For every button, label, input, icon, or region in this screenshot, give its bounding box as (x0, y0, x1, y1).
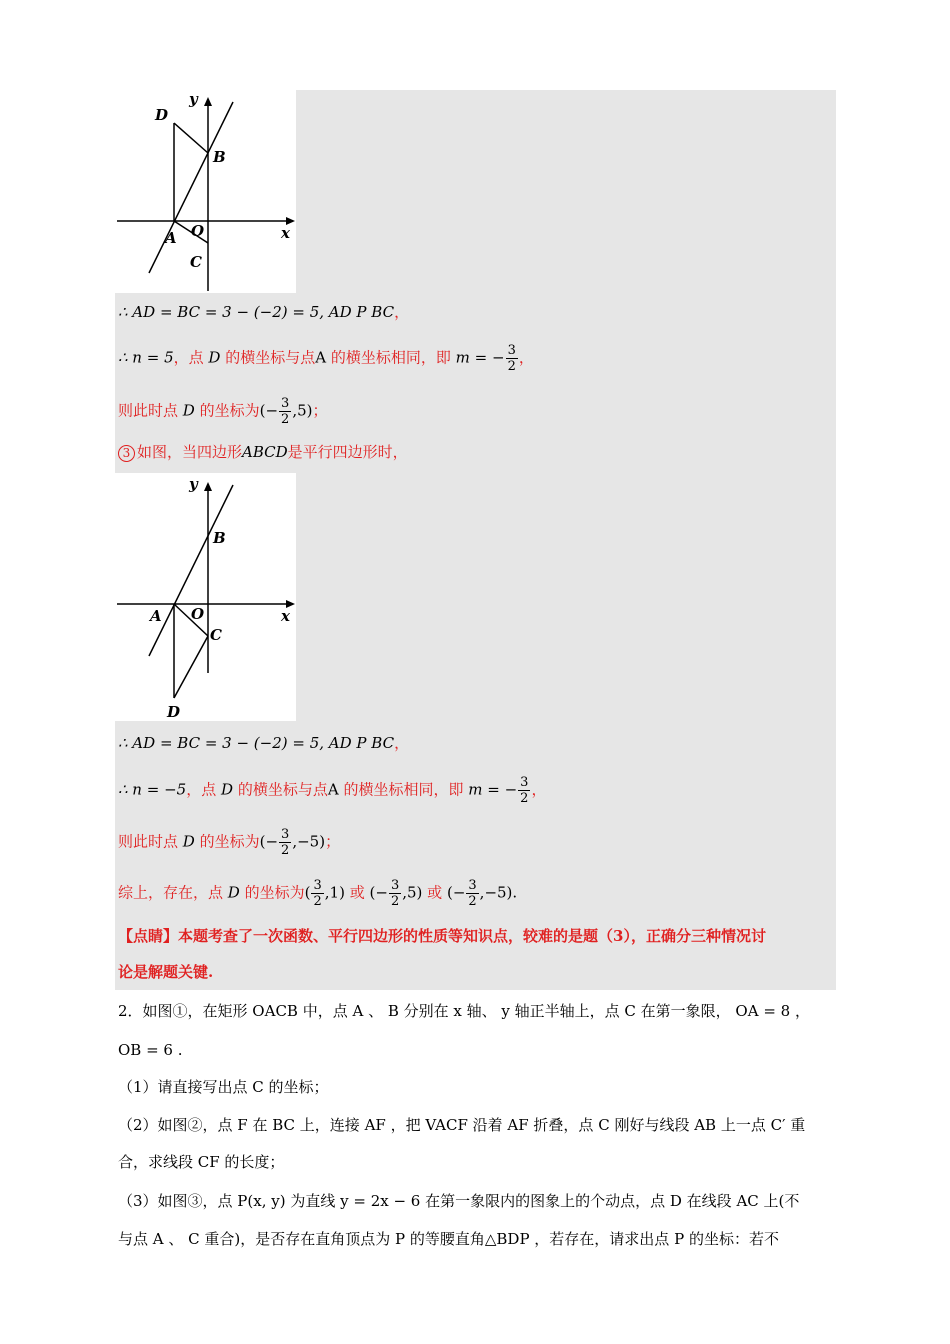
label-y: y (189, 475, 198, 493)
comment-tag: 【点睛】 (118, 927, 179, 945)
solution-line-5: ∴ AD = BC = 3 − (−2) = 5, AD P BC， (118, 734, 410, 752)
segment-db (174, 123, 208, 153)
label-d: D (155, 106, 169, 124)
circled-number: 3 (118, 445, 135, 462)
label-c: C (210, 626, 222, 644)
label-o: O (191, 222, 205, 240)
figure-parallelogram-2 (115, 473, 296, 721)
label-y: y (189, 90, 198, 108)
label-x: x (281, 224, 290, 242)
fraction: $\frac{3}{2}$ (390, 878, 400, 909)
solution-line-6: ∴ n = −5，点 D 的横坐标与点A 的横坐标相同，即 m = − $\frac{3}{2}$ ， (118, 775, 547, 806)
label-b: B (213, 148, 226, 166)
problem2-line-7: 与点 A 、 C 重合)，是否存在直角顶点为 P 的等腰直角△BDP ，若存在，请求出点 P 的坐标：若不 (118, 1230, 779, 1248)
line-ab (149, 102, 233, 273)
problem2-line-1: 2．如图①，在矩形 OACB 中，点 A 、 B 分别在 x 轴、 y 轴正半轴上，点 C 在第一象限， OA = 8 ， (118, 1002, 810, 1020)
fraction: $\frac{3}{2}$ (313, 878, 322, 909)
y-axis-arrow (204, 97, 212, 106)
solution-line-8: 综上，存在，点 D 的坐标为( $\frac{3}{2}$ ,1) 或 (− $\frac{3}{2}$ ,5) 或 (− $\frac{3}{2}$ ,−5). (118, 878, 518, 909)
solution-line-7: 则此时点 D 的坐标为(− $\frac{3}{2}$ ,−5)； (118, 827, 341, 858)
label-x: x (281, 607, 290, 625)
problem2-line-3: （1）请直接写出点 C 的坐标； (118, 1078, 329, 1096)
solution-line-4: 3 如图，当四边形ABCD是平行四边形时， (118, 442, 408, 462)
label-b: B (213, 529, 226, 547)
fraction: $\frac{3}{2}$ (281, 827, 290, 858)
comment-line-2: 论是解题关键. (118, 963, 214, 981)
fraction: $\frac{3}{2}$ (520, 775, 529, 806)
y-axis-arrow (204, 482, 212, 491)
fraction: $\frac{3}{2}$ (468, 878, 477, 909)
label-d: D (167, 703, 181, 721)
problem2-line-2: OB = 6 . (118, 1041, 183, 1059)
label-o: O (191, 605, 205, 623)
problem2-line-4: （2）如图②，点 F 在 BC 上，连接 AF ，把 VACF 沿着 AF 折叠，点 C 刚好与线段 AB 上一点 C′ 重 (118, 1116, 806, 1134)
solution-line-3: 则此时点 D 的坐标为(− $\frac{3}{2}$ ,5)； (118, 396, 328, 427)
label-a: A (150, 607, 162, 625)
problem2-line-5: 合，求线段 CF 的长度； (118, 1153, 285, 1171)
figure-parallelogram-1 (115, 90, 296, 293)
comment-line-1: 【点睛】本题考查了一次函数、平行四边形的性质等知识点，较难的是题（3），正确分三种情况讨 (118, 927, 766, 945)
solution-line-1: ∴ AD = BC = 3 − (−2) = 5, AD P BC， (118, 303, 410, 321)
label-a: A (165, 229, 177, 247)
problem2-line-6: （3）如图③，点 P(x, y) 为直线 y = 2x − 6 在第一象限内的图象上的个动点，点 D 在线段 AC 上(不 (118, 1192, 800, 1210)
fraction: $\frac{3}{2}$ (281, 396, 290, 427)
segment-dc (174, 636, 208, 698)
solution-line-2: ∴ n = 5，点 D 的横坐标与点A 的横坐标相同，即 m = − $\frac{3}{2}$ ， (118, 343, 534, 374)
fraction: $\frac{3}{2}$ (507, 343, 516, 374)
label-c: C (190, 253, 202, 271)
